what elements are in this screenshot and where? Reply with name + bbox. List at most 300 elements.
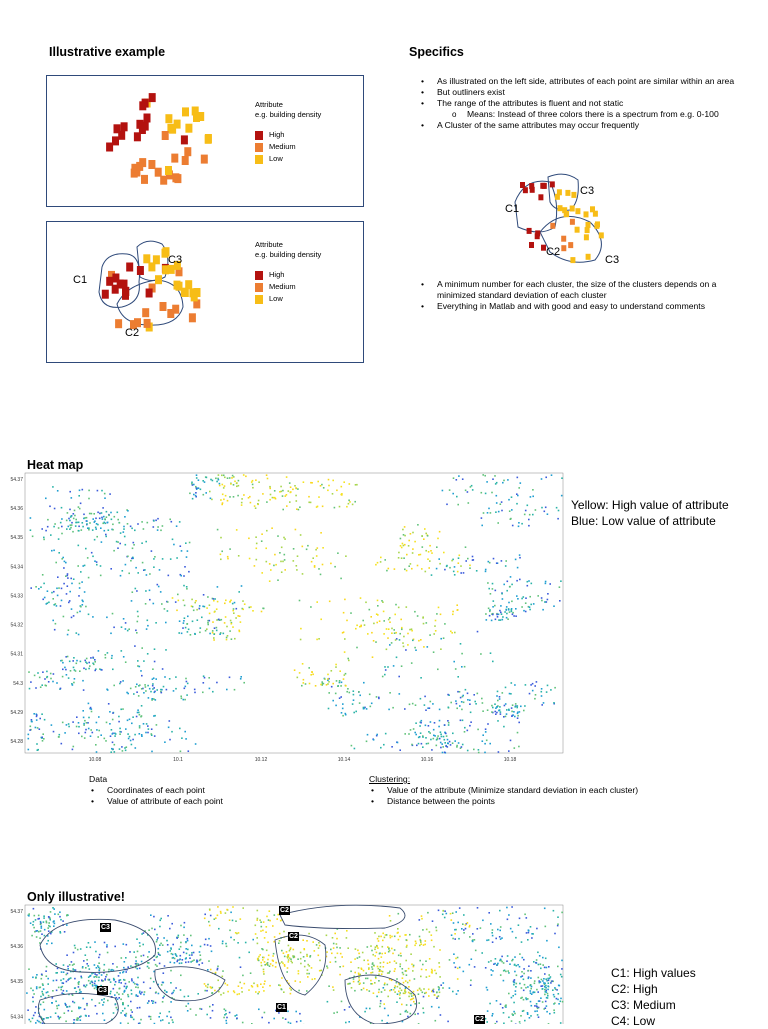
heat-point (242, 609, 244, 611)
heat-point (495, 511, 497, 513)
heat-point (94, 988, 96, 990)
heat-point (532, 933, 534, 935)
scatter-point (169, 125, 176, 134)
heat-point (35, 977, 37, 979)
heat-point (233, 939, 235, 941)
heat-point (418, 993, 420, 995)
heat-point (523, 596, 525, 598)
heat-point (409, 934, 411, 936)
heat-point (71, 583, 73, 585)
heat-point (414, 732, 416, 734)
heat-point (351, 745, 353, 747)
heat-point (131, 1011, 133, 1013)
heat-point (443, 552, 445, 554)
heat-point (306, 954, 308, 956)
heat-point (509, 611, 511, 613)
heat-point (315, 685, 317, 687)
heat-point (425, 992, 427, 994)
heat-point (520, 976, 522, 978)
heat-point (419, 919, 421, 921)
heat-point (529, 606, 531, 608)
heat-point (30, 922, 32, 924)
heat-point (61, 558, 63, 560)
heat-point (384, 1008, 386, 1010)
heat-point (36, 936, 38, 938)
heat-point (159, 963, 161, 965)
heat-point (299, 981, 301, 983)
heat-point (91, 711, 93, 713)
heat-point (72, 1001, 74, 1003)
heat-point (94, 980, 96, 982)
heat-point (549, 978, 551, 980)
heat-point (36, 974, 38, 976)
heat-point (404, 733, 406, 735)
heat-point (206, 477, 208, 479)
heat-point (134, 645, 136, 647)
heat-point (78, 722, 80, 724)
heat-point (540, 985, 542, 987)
heat-point (320, 532, 322, 534)
heat-point (288, 956, 290, 958)
heat-point (154, 959, 156, 961)
heat-point (419, 936, 421, 938)
heat-point (40, 923, 42, 925)
heat-point (517, 598, 519, 600)
heat-point (91, 973, 93, 975)
heat-point (189, 954, 191, 956)
heat-point (96, 729, 98, 731)
heat-point (519, 557, 521, 559)
heat-point (457, 676, 459, 678)
heat-point (264, 983, 266, 985)
heat-point (469, 565, 471, 567)
heat-point (457, 957, 459, 959)
heat-point (141, 992, 143, 994)
heat-point (133, 693, 135, 695)
heat-point (425, 550, 427, 552)
heat-point (40, 1022, 42, 1024)
heat-point (94, 520, 96, 522)
heat-point (381, 991, 383, 993)
heat-point (319, 960, 321, 962)
heat-point (131, 993, 133, 995)
heat-point (38, 588, 40, 590)
heat-point (492, 588, 494, 590)
heat-point (190, 634, 192, 636)
heat-point (96, 722, 98, 724)
heat-point (367, 978, 369, 980)
heat-point (375, 946, 377, 948)
heat-point (109, 723, 111, 725)
heat-point (51, 943, 53, 945)
heat-point (336, 1012, 338, 1014)
heat-point (377, 938, 379, 940)
heat-point (106, 946, 108, 948)
heat-point (183, 585, 185, 587)
heat-point (532, 992, 534, 994)
heat-point (394, 960, 396, 962)
heat-point (41, 713, 43, 715)
heat-point (379, 1006, 381, 1008)
heat-point (491, 705, 493, 707)
scatter-point (201, 155, 208, 164)
illustrative-box-bottom (46, 221, 364, 363)
heat-point (123, 526, 125, 528)
heat-point (287, 967, 289, 969)
heat-point (260, 983, 262, 985)
heat-point (511, 711, 513, 713)
heat-point (170, 970, 172, 972)
scatter-point (538, 194, 543, 200)
heat-point (430, 739, 432, 741)
heat-point (238, 932, 240, 934)
heat-point (429, 975, 431, 977)
heat-point (193, 484, 195, 486)
heat-point (527, 505, 529, 507)
heat-point (195, 1014, 197, 1016)
heat-point (117, 512, 119, 514)
heat-point (502, 616, 504, 618)
heat-point (142, 562, 144, 564)
heat-point (64, 561, 66, 563)
heat-point (311, 671, 313, 673)
heat-point (50, 911, 52, 913)
heat-point (48, 916, 50, 918)
heat-point (158, 952, 160, 954)
heat-point (282, 561, 284, 563)
heat-point (389, 915, 391, 917)
heat-point (406, 945, 408, 947)
heat-point (88, 980, 90, 982)
scatter-point (102, 290, 109, 299)
heat-point (209, 620, 211, 622)
heat-point (420, 990, 422, 992)
heat-point (380, 970, 382, 972)
heat-point (216, 619, 218, 621)
heat-point (553, 994, 555, 996)
heat-point (309, 956, 311, 958)
heat-point (274, 554, 276, 556)
heat-point (412, 532, 414, 534)
heat-point (147, 620, 149, 622)
heat-point (444, 752, 446, 754)
heat-point (233, 608, 235, 610)
heatmap-legend (571, 497, 729, 529)
heat-point (112, 712, 114, 714)
heat-point (210, 1017, 212, 1019)
heat-point (187, 949, 189, 951)
heat-point (431, 934, 433, 936)
heat-point (156, 941, 158, 943)
heat-point (545, 581, 547, 583)
clustering-section (369, 774, 749, 807)
heat-point (330, 961, 332, 963)
heat-point (320, 485, 322, 487)
heat-point (455, 911, 457, 913)
heat-point (51, 724, 53, 726)
heat-point (148, 697, 150, 699)
heat-point (225, 943, 227, 945)
heat-point (32, 1018, 34, 1020)
heat-point (207, 596, 209, 598)
heat-point (402, 642, 404, 644)
heat-point (454, 632, 456, 634)
heat-point (288, 945, 290, 947)
heat-point (43, 1001, 45, 1003)
heat-point (537, 991, 539, 993)
heat-point (119, 972, 121, 974)
heat-point (254, 505, 256, 507)
heat-point (73, 963, 75, 965)
heat-point (528, 978, 530, 980)
heat-point (547, 989, 549, 991)
heat-point (57, 968, 59, 970)
heat-point (511, 707, 513, 709)
heat-point (52, 990, 54, 992)
heat-point (76, 632, 78, 634)
heat-point (263, 957, 265, 959)
scatter-point (146, 289, 153, 298)
heat-point (258, 500, 260, 502)
heat-point (545, 926, 547, 928)
heat-point (47, 519, 49, 521)
heat-point (241, 498, 243, 500)
heat-point (380, 1003, 382, 1005)
heat-point (377, 605, 379, 607)
heat-point (236, 1014, 238, 1016)
heat-point (259, 919, 261, 921)
heat-point (413, 728, 415, 730)
heat-point (544, 994, 546, 996)
heat-point (60, 980, 62, 982)
heat-point (349, 983, 351, 985)
heat-point (98, 962, 100, 964)
heat-point (204, 944, 206, 946)
heat-point (202, 606, 204, 608)
heat-point (395, 632, 397, 634)
heat-point (452, 614, 454, 616)
heat-point (202, 692, 204, 694)
heat-point (153, 520, 155, 522)
legend-c1: C1: High values (611, 965, 696, 981)
heat-point (58, 1018, 60, 1020)
heat-point (412, 552, 414, 554)
heat-point (256, 559, 258, 561)
heat-point (147, 966, 149, 968)
heat-point (36, 743, 38, 745)
scatter-point (121, 122, 128, 131)
heat-point (469, 703, 471, 705)
heat-point (89, 665, 91, 667)
heat-point (124, 961, 126, 963)
heat-point (407, 1011, 409, 1013)
heat-point (286, 971, 288, 973)
heat-point (171, 731, 173, 733)
heat-point (449, 987, 451, 989)
heat-point (264, 964, 266, 966)
heat-point (439, 976, 441, 978)
heat-point (498, 751, 500, 753)
heat-point (83, 960, 85, 962)
heat-point (420, 677, 422, 679)
heat-point (353, 699, 355, 701)
heat-point (307, 545, 309, 547)
heat-point (281, 547, 283, 549)
heat-point (174, 962, 176, 964)
heat-point (83, 724, 85, 726)
heat-point (137, 611, 139, 613)
heat-point (170, 948, 172, 950)
heat-point (440, 742, 442, 744)
heat-point (83, 689, 85, 691)
heat-point (457, 571, 459, 573)
heat-point (359, 956, 361, 958)
heat-point (312, 557, 314, 559)
heat-point (398, 991, 400, 993)
heat-point (332, 700, 334, 702)
heat-point (316, 555, 318, 557)
scatter-point (590, 206, 595, 212)
heat-point (210, 479, 212, 481)
heat-point (546, 1005, 548, 1007)
heat-point (137, 665, 139, 667)
heat-point (117, 547, 119, 549)
heat-point (122, 1002, 124, 1004)
heat-point (93, 513, 95, 515)
heat-point (409, 993, 411, 995)
heat-point (95, 527, 97, 529)
heat-point (346, 506, 348, 508)
heat-point (207, 944, 209, 946)
heat-point (546, 940, 548, 942)
heat-point (512, 525, 514, 527)
scatter-point (171, 154, 178, 163)
heat-point (61, 660, 63, 662)
heat-point (103, 1002, 105, 1004)
scatter-top (47, 76, 247, 206)
heat-point (392, 953, 394, 955)
heat-point (322, 564, 324, 566)
heat-point (53, 673, 55, 675)
heat-point (561, 477, 563, 479)
heat-point (184, 699, 186, 701)
heat-point (377, 947, 379, 949)
heat-point (78, 984, 80, 986)
heat-point (458, 475, 460, 477)
heat-point (444, 724, 446, 726)
heat-point (523, 610, 525, 612)
y-tick-label: 54.29 (10, 710, 23, 716)
heat-point (529, 596, 531, 598)
heat-point (208, 960, 210, 962)
heat-point (357, 957, 359, 959)
heat-point (545, 1001, 547, 1003)
heat-point (330, 949, 332, 951)
heat-point (143, 528, 145, 530)
heat-point (444, 739, 446, 741)
heat-point (137, 987, 139, 989)
heat-point (75, 519, 77, 521)
heat-point (321, 970, 323, 972)
heat-point (292, 489, 294, 491)
heat-point (448, 722, 450, 724)
heat-point (91, 999, 93, 1001)
heat-point (156, 934, 158, 936)
heat-point (121, 746, 123, 748)
heat-point (299, 1013, 301, 1015)
heat-point (268, 955, 270, 957)
heat-point (145, 603, 147, 605)
heat-point (508, 499, 510, 501)
heat-point (391, 948, 393, 950)
heat-point (152, 668, 154, 670)
heat-point (400, 538, 402, 540)
heat-point (460, 697, 462, 699)
heat-point (146, 574, 148, 576)
heat-point (185, 962, 187, 964)
heat-point (227, 991, 229, 993)
heat-point (467, 730, 469, 732)
heat-point (249, 496, 251, 498)
heat-point (223, 1017, 225, 1019)
heat-point (143, 955, 145, 957)
heat-point (106, 511, 108, 513)
heat-point (96, 976, 98, 978)
heat-point (462, 720, 464, 722)
heat-point (73, 667, 75, 669)
heat-point (481, 492, 483, 494)
heat-point (210, 498, 212, 500)
heat-point (546, 980, 548, 982)
heat-point (494, 711, 496, 713)
heat-point (534, 1005, 536, 1007)
heat-point (406, 606, 408, 608)
heat-point (523, 959, 525, 961)
heat-point (523, 710, 525, 712)
heat-point (139, 666, 141, 668)
heat-point (135, 986, 137, 988)
heat-point (238, 993, 240, 995)
heat-point (258, 481, 260, 483)
heat-point (88, 942, 90, 944)
heat-point (517, 715, 519, 717)
heat-point (90, 657, 92, 659)
heat-point (137, 523, 139, 525)
heat-point (36, 714, 38, 716)
heat-point (307, 969, 309, 971)
heat-point (454, 938, 456, 940)
heat-point (137, 977, 139, 979)
heat-point (209, 1006, 211, 1008)
heat-point (327, 674, 329, 676)
heat-point (431, 574, 433, 576)
heat-point (396, 982, 398, 984)
heat-point (167, 944, 169, 946)
heat-point (153, 677, 155, 679)
heat-point (356, 484, 358, 486)
heat-point (39, 677, 41, 679)
heat-point (302, 939, 304, 941)
heat-point (487, 582, 489, 584)
heat-point (137, 709, 139, 711)
heat-point (541, 507, 543, 509)
heat-point (560, 974, 562, 976)
heat-point (172, 944, 174, 946)
heat-point (365, 602, 367, 604)
heat-point (388, 948, 390, 950)
heat-point (322, 506, 324, 508)
heat-point (43, 583, 45, 585)
